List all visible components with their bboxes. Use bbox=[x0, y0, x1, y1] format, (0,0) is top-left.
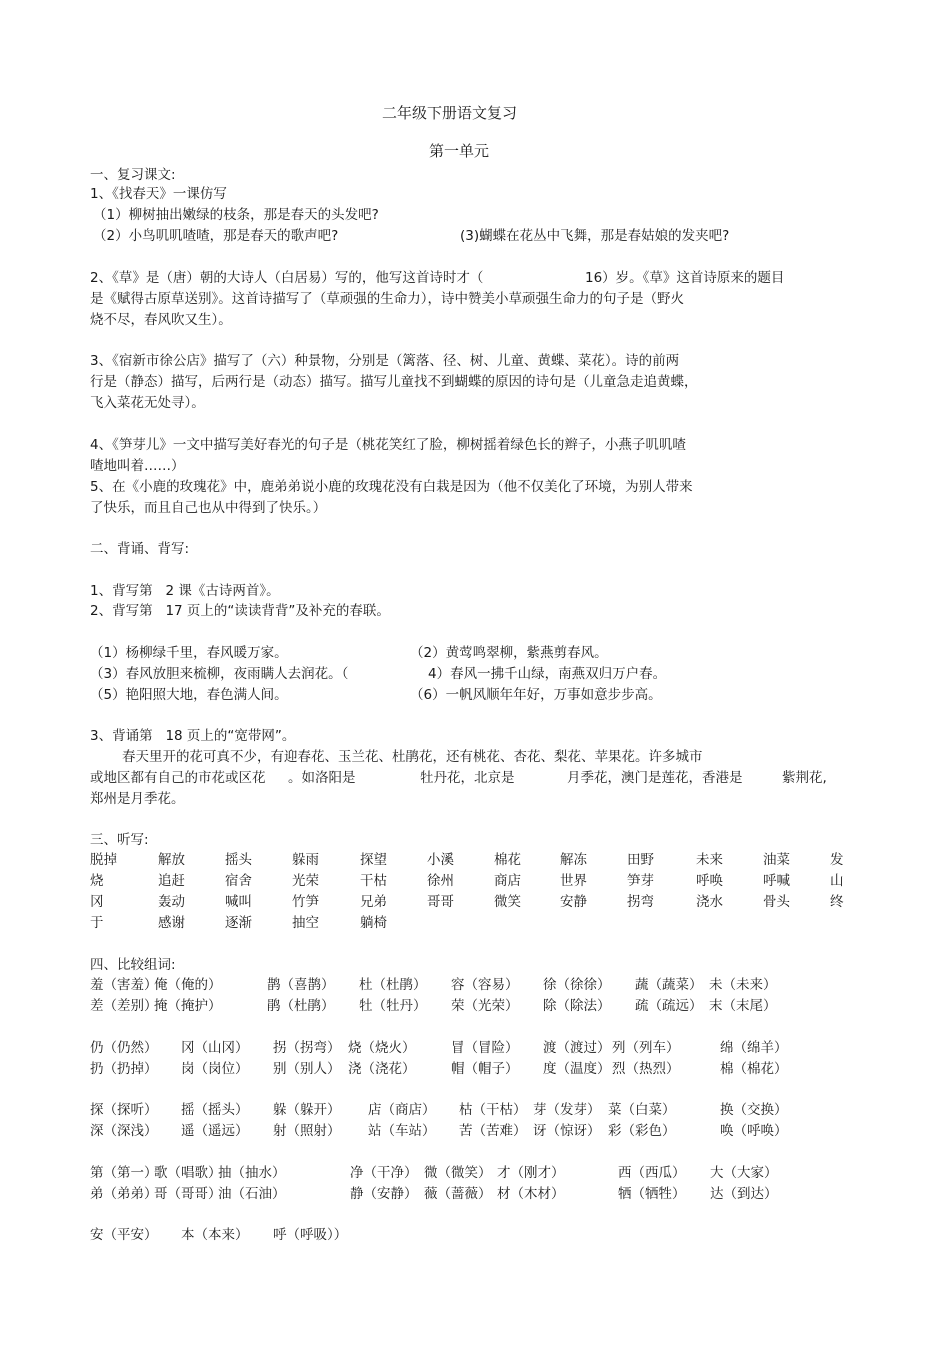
compare-word: 容（容易） bbox=[451, 977, 519, 993]
compare-word: 鹃（杜鹃） bbox=[267, 998, 335, 1014]
dictation-word: 小溪 bbox=[427, 852, 454, 868]
couplet-line: （6）一帆风顺年年好，万事如意步步高。 bbox=[410, 687, 662, 703]
dictation-word: 骨头 bbox=[763, 894, 790, 910]
compare-word: 净（干净） bbox=[350, 1165, 418, 1181]
dictation-word: 笋芽 bbox=[627, 873, 654, 889]
dictation-word: 山 bbox=[830, 873, 844, 889]
question-line: 4、《笋芽儿》一文中描写美好春光的句子是（桃花笑红了脸，柳树摇着绿色长的辫子，小燕子叽叽喳 bbox=[90, 437, 686, 453]
couplet-line: （5）艳阳照大地，春色满人间。 bbox=[90, 687, 288, 703]
dictation-word: 田野 bbox=[627, 852, 654, 868]
compare-word: 杜（杜鹃） bbox=[359, 977, 427, 993]
paragraph-line: 郑州是月季花。 bbox=[90, 791, 185, 807]
compare-word: 芽（发芽） bbox=[533, 1102, 601, 1118]
compare-word: 躲（躲开） bbox=[273, 1102, 341, 1118]
compare-word: 苦（苦难） bbox=[459, 1123, 527, 1139]
compare-word: 除（除法） bbox=[543, 998, 611, 1014]
compare-word: 拐（拐弯） bbox=[273, 1040, 341, 1056]
compare-word: 店（商店） bbox=[368, 1102, 436, 1118]
compare-word: 探（探听） bbox=[90, 1102, 158, 1118]
dictation-word: 竹笋 bbox=[292, 894, 319, 910]
paragraph-line: 紫荆花, bbox=[782, 770, 827, 786]
dictation-word: 世界 bbox=[560, 873, 587, 889]
compare-word: 列（列车） bbox=[612, 1040, 680, 1056]
dictation-word: 追赶 bbox=[158, 873, 185, 889]
compare-word: 西（西瓜） bbox=[618, 1165, 686, 1181]
dictation-word: 冈 bbox=[90, 894, 104, 910]
compare-word: 蔬（蔬菜） bbox=[635, 977, 703, 993]
paragraph-line: 春天里开的花可真不少，有迎春花、玉兰花、杜鹃花，还有桃花、杏花、梨花、苹果花。许多城市 bbox=[122, 749, 703, 765]
compare-word: 徐（徐徐） bbox=[543, 977, 611, 993]
section-heading: 一、复习课文: bbox=[90, 167, 176, 183]
compare-word: 俺（俺的） bbox=[154, 977, 222, 993]
dictation-word: 兄弟 bbox=[360, 894, 387, 910]
compare-word: 羞（害羞） bbox=[90, 977, 158, 993]
dictation-word: 解冻 bbox=[560, 852, 587, 868]
dictation-word: 轰动 bbox=[158, 894, 185, 910]
compare-word: 烈（热烈） bbox=[612, 1061, 680, 1077]
dictation-word: 商店 bbox=[494, 873, 521, 889]
paragraph-line: 。如洛阳是 bbox=[288, 770, 356, 786]
dictation-word: 拐弯 bbox=[627, 894, 654, 910]
compare-word: 达（到达） bbox=[710, 1186, 778, 1202]
compare-word: 牺（牺牲） bbox=[618, 1186, 686, 1202]
section-heading: 四、比较组词: bbox=[90, 957, 176, 973]
compare-word: 荣（光荣） bbox=[451, 998, 519, 1014]
compare-word: 仍（仍然） bbox=[90, 1040, 158, 1056]
dictation-word: 呼唤 bbox=[696, 873, 723, 889]
dictation-word: 抽空 bbox=[292, 915, 319, 931]
dictation-word: 感谢 bbox=[158, 915, 185, 931]
question-line: 2、背写第 17 页上的“读读背背”及补充的春联。 bbox=[90, 603, 390, 619]
dictation-word: 解放 bbox=[158, 852, 185, 868]
compare-word: 遥（遥远） bbox=[181, 1123, 249, 1139]
dictation-word: 发 bbox=[830, 852, 844, 868]
compare-word: 薇（蔷薇） bbox=[424, 1186, 492, 1202]
dictation-word: 安静 bbox=[560, 894, 587, 910]
dictation-word: 逐渐 bbox=[225, 915, 252, 931]
compare-word: 鹊（喜鹊） bbox=[267, 977, 335, 993]
compare-word: 度（温度） bbox=[543, 1061, 611, 1077]
question-line: 1、《找春天》一课仿写 bbox=[90, 186, 227, 202]
unit-title: 第一单元 bbox=[429, 142, 490, 160]
answer-line: （1）柳树抽出嫩绿的枝条，那是春天的头发吧? bbox=[93, 207, 379, 223]
question-line: 了快乐，而且自己也从中得到了快乐。） bbox=[90, 500, 327, 516]
compare-word: 烧（烧火） bbox=[348, 1040, 416, 1056]
dictation-word: 探望 bbox=[360, 852, 387, 868]
compare-word: 冒（冒险） bbox=[451, 1040, 519, 1056]
compare-word: 静（安静） bbox=[350, 1186, 418, 1202]
dictation-word: 摇头 bbox=[225, 852, 252, 868]
dictation-word: 终 bbox=[830, 894, 844, 910]
compare-word: 大（大家） bbox=[710, 1165, 778, 1181]
compare-word: 呼（呼吸）） bbox=[273, 1227, 348, 1243]
paragraph-line: 或地区都有自己的市花或区花 bbox=[90, 770, 266, 786]
compare-word: 站（车站） bbox=[368, 1123, 436, 1139]
dictation-word: 微笑 bbox=[494, 894, 521, 910]
dictation-word: 浇水 bbox=[696, 894, 723, 910]
compare-word: 棉（棉花） bbox=[720, 1061, 788, 1077]
compare-word: 换（交换） bbox=[720, 1102, 788, 1118]
dictation-word: 烧 bbox=[90, 873, 104, 889]
compare-word: 末（末尾） bbox=[709, 998, 777, 1014]
compare-word: 帽（帽子） bbox=[451, 1061, 519, 1077]
paragraph-line: 月季花，澳门是莲花，香港是 bbox=[567, 770, 743, 786]
dictation-word: 哥哥 bbox=[427, 894, 454, 910]
dictation-word: 于 bbox=[90, 915, 104, 931]
compare-word: 本（本来） bbox=[181, 1227, 249, 1243]
section-heading: 三、听写: bbox=[90, 832, 149, 848]
question-line: 是《赋得古原草送别》。这首诗描写了（草顽强的生命力），诗中赞美小草顽强生命力的句子是（野火 bbox=[90, 291, 684, 307]
compare-word: 材（木材） bbox=[497, 1186, 565, 1202]
question-line: 1、背写第 2 课《古诗两首》。 bbox=[90, 583, 280, 599]
dictation-word: 棉花 bbox=[494, 852, 521, 868]
compare-word: 岗（岗位） bbox=[181, 1061, 249, 1077]
dictation-word: 干枯 bbox=[360, 873, 387, 889]
page-title: 二年级下册语文复习 bbox=[382, 104, 518, 122]
compare-word: 差（差别） bbox=[90, 998, 158, 1014]
compare-word: 唤（呼唤） bbox=[720, 1123, 788, 1139]
couplet-line: （1）杨柳绿千里，春风暖万家。 bbox=[90, 645, 288, 661]
answer-line: (3)蝴蝶在花丛中飞舞，那是春姑娘的发夹吧? bbox=[460, 228, 730, 244]
compare-word: 射（照射） bbox=[273, 1123, 341, 1139]
question-line: 16）岁。《草》这首诗原来的题目 bbox=[585, 270, 785, 286]
compare-word: 疏（疏远） bbox=[635, 998, 703, 1014]
compare-word: 第（第一） bbox=[90, 1165, 158, 1181]
question-line: 2、《草》是（唐）朝的大诗人（白居易）写的，他写这首诗时才（ bbox=[90, 270, 484, 286]
compare-word: 掩（掩护） bbox=[154, 998, 222, 1014]
question-line: 5、在《小鹿的玫瑰花》中，鹿弟弟说小鹿的玫瑰花没有白栽是因为（他不仅美化了环境，为别人带来 bbox=[90, 479, 693, 495]
question-line: 行是（静态）描写，后两行是（动态）描写。描写儿童找不到蝴蝶的原因的诗句是（儿童急走追黄蝶， bbox=[90, 374, 698, 390]
compare-word: 枯（干枯） bbox=[459, 1102, 527, 1118]
compare-word: 哥（哥哥） bbox=[154, 1186, 222, 1202]
compare-word: 浇（浇花） bbox=[348, 1061, 416, 1077]
compare-word: 扔（扔掉） bbox=[90, 1061, 158, 1077]
compare-word: 歌（唱歌） bbox=[154, 1165, 222, 1181]
compare-word: 油（石油） bbox=[218, 1186, 286, 1202]
dictation-word: 徐州 bbox=[427, 873, 454, 889]
compare-word: 摇（摇头） bbox=[181, 1102, 249, 1118]
paragraph-line: 牡丹花，北京是 bbox=[420, 770, 515, 786]
compare-word: 深（深浅） bbox=[90, 1123, 158, 1139]
dictation-word: 油菜 bbox=[763, 852, 790, 868]
compare-word: 微（微笑） bbox=[424, 1165, 492, 1181]
dictation-word: 脱掉 bbox=[90, 852, 117, 868]
compare-word: 讶（惊讶） bbox=[533, 1123, 601, 1139]
dictation-word: 呼喊 bbox=[763, 873, 790, 889]
compare-word: 冈（山冈） bbox=[181, 1040, 249, 1056]
question-line: 3、背诵第 18 页上的“宽带网”。 bbox=[90, 728, 296, 744]
compare-word: 才（刚才） bbox=[497, 1165, 565, 1181]
question-line: 飞入菜花无处寻）。 bbox=[90, 395, 205, 411]
compare-word: 弟（弟弟） bbox=[90, 1186, 158, 1202]
compare-word: 彩（彩色） bbox=[608, 1123, 676, 1139]
dictation-word: 躺椅 bbox=[360, 915, 387, 931]
section-heading: 二、背诵、背写: bbox=[90, 541, 190, 557]
dictation-word: 未来 bbox=[696, 852, 723, 868]
dictation-word: 喊叫 bbox=[225, 894, 252, 910]
couplet-line: （2）黄莺鸣翠柳，紫燕剪春风。 bbox=[410, 645, 608, 661]
compare-word: 绵（绵羊） bbox=[720, 1040, 788, 1056]
compare-word: 牡（牡丹） bbox=[359, 998, 427, 1014]
dictation-word: 光荣 bbox=[292, 873, 319, 889]
compare-word: 菜（白菜） bbox=[608, 1102, 676, 1118]
compare-word: 别（别人） bbox=[273, 1061, 341, 1077]
answer-line: （2）小鸟叽叽喳喳，那是春天的歌声吧? bbox=[93, 228, 339, 244]
compare-word: 安（平安） bbox=[90, 1227, 158, 1243]
question-line: 喳地叫着……） bbox=[90, 458, 185, 474]
compare-word: 抽（抽水） bbox=[218, 1165, 286, 1181]
couplet-line: 4）春风一拂千山绿，南燕双归万户春。 bbox=[428, 666, 667, 682]
dictation-word: 躲雨 bbox=[292, 852, 319, 868]
question-line: 烧不尽，春风吹又生）。 bbox=[90, 312, 232, 328]
couplet-line: （3）春风放胆来梳柳，夜雨瞒人去润花。（ bbox=[90, 666, 349, 682]
compare-word: 渡（渡过） bbox=[543, 1040, 611, 1056]
dictation-word: 宿舍 bbox=[225, 873, 252, 889]
question-line: 3、《宿新市徐公店》描写了（六）种景物，分别是（篱落、径、树、儿童、黄蝶、菜花）。诗的前两 bbox=[90, 353, 680, 369]
compare-word: 未（未来） bbox=[709, 977, 777, 993]
